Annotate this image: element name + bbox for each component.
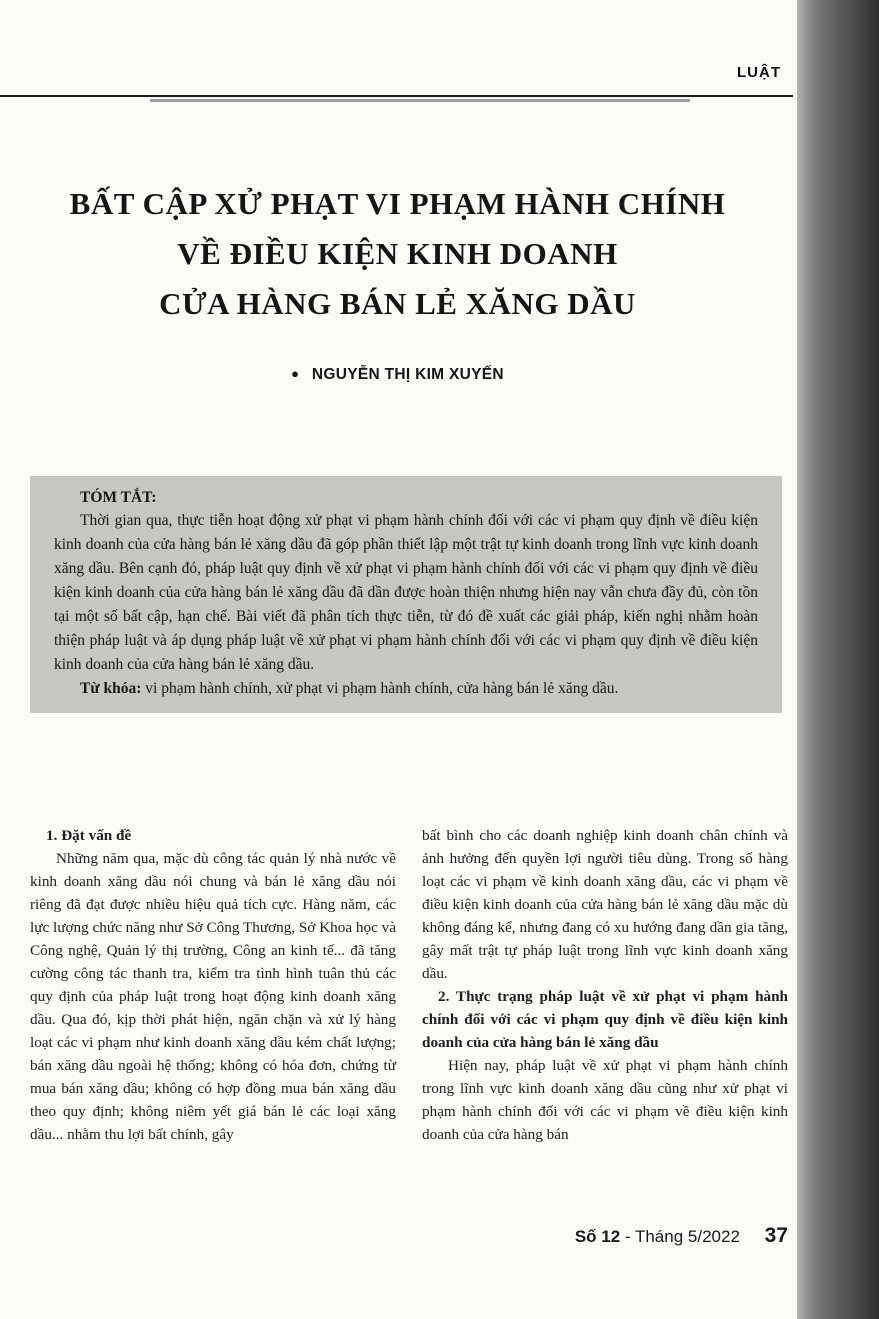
article-title-line1: BẤT CẬP XỬ PHẠT VI PHẠM HÀNH CHÍNH <box>69 185 726 221</box>
author-line <box>40 366 755 384</box>
author-bullet-icon: ● <box>291 366 300 381</box>
body-columns <box>30 824 788 1146</box>
footer-page-number: 37 <box>764 1224 788 1247</box>
abstract-box <box>30 476 782 713</box>
article-title-line3: CỬA HÀNG BÁN LẺ XĂNG DẦU <box>159 285 636 321</box>
right-column-paragraph-1: bất bình cho các doanh nghiệp kinh doanh chân chính và ảnh hưởng đến quyền lợi người tiêu dùng. Trong số hàng loạt các vi phạm về kinh doanh xăng dầu, các vi phạm về điều kiện kinh doanh của cửa hàng bán lẻ xăng dầu mặc dù không đáng kể, nhưng đang có xu hướng đang dần gia tăng, gây mất trật tự pháp luật trong lĩnh vực kinh doanh xăng dầu. <box>422 827 788 982</box>
abstract-heading: TÓM TẮT: <box>80 489 157 506</box>
article-title-line2: VỀ ĐIỀU KIỆN KINH DOANH <box>177 235 618 271</box>
header-rule <box>0 95 793 97</box>
left-column <box>30 824 396 1146</box>
header-rule-heavy <box>150 99 690 102</box>
section1-heading: 1. Đặt vấn đề <box>46 827 132 844</box>
keywords-label: Từ khóa: <box>80 680 142 697</box>
right-column <box>422 824 788 1146</box>
footer-issue-number: Số 12 <box>574 1227 621 1246</box>
author-name: NGUYỄN THỊ KIM XUYẾN <box>311 366 504 383</box>
abstract-body: Thời gian qua, thực tiễn hoạt động xử phạt vi phạm hành chính đối với các vi phạm quy định về điều kiện kinh doanh của cửa hàng bán lẻ xăng dầu đã góp phần thiết lập một trật tự kinh doanh trong lĩnh vực kinh doanh xăng dầu. Bên cạnh đó, pháp luật quy định về xử phạt vi phạm hành chính đối với các vi phạm quy định về điều kiện kinh doanh của cửa hàng bán lẻ xăng dầu đã dần được hoàn thiện nhưng hiện nay vẫn chưa đầy đủ, còn tồn tại một số bất cập, hạn chế. Bài viết đã phân tích thực tiễn, từ đó đề xuất các giải pháp, kiến nghị nhằm hoàn thiện pháp luật và áp dụng pháp luật về xử phạt vi phạm hành chính đối với các vi phạm quy định về điều kiện kinh doanh của cửa hàng bán lẻ xăng dầu. <box>54 512 758 673</box>
journal-section-label: LUẬT <box>737 64 781 81</box>
keywords-text: vi phạm hành chính, xử phạt vi phạm hành chính, cửa hàng bán lẻ xăng dầu. <box>141 680 619 697</box>
article-title <box>40 179 755 329</box>
footer-issue-date: - Tháng 5/2022 <box>620 1227 740 1246</box>
page-footer <box>30 1224 788 1248</box>
right-column-paragraph-2: Hiện nay, pháp luật về xử phạt vi phạm hành chính trong lĩnh vực kinh doanh xăng dầu cũng như xử phạt vi phạm hành chính đối với các vi phạm về điều kiện kinh doanh của cửa hàng bán <box>422 1057 788 1143</box>
scan-edge-shadow <box>797 0 879 1319</box>
abstract-keywords-line <box>54 677 758 701</box>
section2-heading: 2. Thực trạng pháp luật về xử phạt vi phạm hành chính đối với các vi phạm quy định về điều kiện kinh doanh của cửa hàng bán lẻ xăng dầu <box>422 988 788 1051</box>
left-column-paragraph: Những năm qua, mặc dù công tác quản lý nhà nước về kinh doanh xăng dầu nói chung và bán lẻ xăng dầu nói riêng đã đạt được nhiều hiệu quả tích cực. Hàng năm, các lực lượng chức năng như Sở Công Thương, Sở Khoa học và Công nghệ, Quản lý thị trường, Công an kinh tế... đã tăng cường công tác thanh tra, kiểm tra tình hình tuân thủ các quy định của pháp luật trong hoạt động kinh doanh xăng dầu. Qua đó, kịp thời phát hiện, ngăn chặn và xử lý hàng loạt các vi phạm như kinh doanh xăng dầu kém chất lượng; bán xăng dầu ngoài hệ thống; không có hóa đơn, chứng từ mua bán xăng dầu; không có hợp đồng mua bán xăng dầu theo quy định; không niêm yết giá bán lẻ các loại xăng dầu... nhằm thu lợi bất chính, gây <box>30 850 396 1143</box>
